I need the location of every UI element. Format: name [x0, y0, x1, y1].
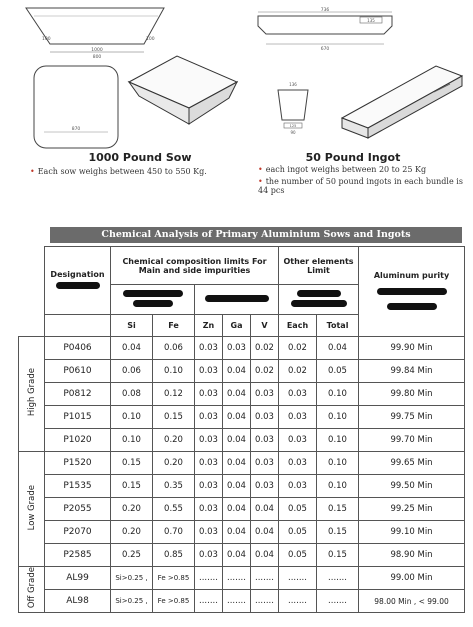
header-chem-limits: Chemical composition limits For Main and side impurities	[111, 247, 279, 285]
cell-si: 0.25	[111, 544, 153, 567]
cell-si: 0.06	[111, 360, 153, 383]
cell-v: 0.04	[251, 544, 279, 567]
cell-ga: .......	[223, 590, 251, 613]
table-row	[19, 475, 465, 498]
cell-ga: 0.04	[223, 475, 251, 498]
cell-designation: P2585	[45, 544, 111, 567]
ingot-dim-slot: 135	[367, 18, 375, 23]
grade-label: High Grade	[19, 337, 45, 452]
header-other-limits: Other elements Limit	[279, 247, 359, 285]
cell-ga: 0.04	[223, 429, 251, 452]
cell-zn: 0.03	[195, 452, 223, 475]
ingot-section-view	[274, 80, 314, 136]
cell-total: 0.04	[317, 337, 359, 360]
cell-si: 0.04	[111, 337, 153, 360]
table-row	[19, 544, 465, 567]
cell-designation: P2070	[45, 521, 111, 544]
cell-zn: 0.03	[195, 544, 223, 567]
ingot-sec-dim-mid: 125	[289, 124, 297, 128]
cell-si: 0.15	[111, 475, 153, 498]
ingot-note-2: • the number of 50 pound ingots in each bundle is 44 pcs	[258, 177, 463, 195]
cell-purity: 99.80 Min	[359, 383, 465, 406]
redacted-label	[377, 288, 447, 295]
sow-title: 1000 Pound Sow	[88, 151, 192, 164]
cell-fe: 0.85	[153, 544, 195, 567]
designation-subheader-blank	[45, 315, 111, 337]
sow-dim-top: 1000	[91, 48, 103, 53]
cell-purity: 99.70 Min	[359, 429, 465, 452]
ingot-note-1: • each ingot weighs between 20 to 25 Kg	[258, 165, 427, 174]
cell-purity: 99.10 Min	[359, 521, 465, 544]
col-fe: Fe	[153, 315, 195, 337]
cell-designation: P0406	[45, 337, 111, 360]
cell-purity: 98.90 Min	[359, 544, 465, 567]
cell-si: 0.20	[111, 521, 153, 544]
sow-dim-bottom: 800	[92, 55, 102, 60]
ingot-dim-base: 670	[320, 47, 330, 52]
cell-v: 0.02	[251, 360, 279, 383]
cell-si: 0.08	[111, 383, 153, 406]
table-row	[19, 567, 465, 590]
redacted-label	[56, 282, 100, 289]
sow-3d-view	[125, 52, 245, 132]
sow-note: • Each sow weighs between 450 to 550 Kg.	[30, 167, 207, 176]
ingot-dim-length: 736	[320, 8, 330, 13]
redacted-main-impurities	[111, 285, 195, 315]
ingot-title: 50 Pound Ingot	[305, 151, 401, 164]
table-row	[19, 452, 465, 475]
cell-each: 0.05	[279, 544, 317, 567]
cell-fe: 0.06	[153, 337, 195, 360]
cell-si: 0.20	[111, 498, 153, 521]
cell-zn: 0.03	[195, 521, 223, 544]
cell-ga: 0.04	[223, 383, 251, 406]
cell-fe: Fe >0.85	[153, 567, 195, 590]
col-zn: Zn	[195, 315, 223, 337]
col-each: Each	[279, 315, 317, 337]
header-purity: Aluminum purity	[359, 247, 465, 337]
cell-zn: 0.03	[195, 406, 223, 429]
cell-v: 0.03	[251, 406, 279, 429]
cell-designation: P1535	[45, 475, 111, 498]
composition-table	[18, 246, 465, 613]
col-total: Total	[317, 315, 359, 337]
cell-each: 0.05	[279, 498, 317, 521]
cell-each: 0.03	[279, 429, 317, 452]
cell-designation: P1520	[45, 452, 111, 475]
cell-v: .......	[251, 590, 279, 613]
cell-v: .......	[251, 567, 279, 590]
sow-plan-dim: 870	[71, 127, 81, 132]
cell-designation: P2055	[45, 498, 111, 521]
sow-dim-side-right: 100	[146, 37, 155, 42]
cell-total: 0.10	[317, 475, 359, 498]
cell-v: 0.04	[251, 498, 279, 521]
cell-v: 0.03	[251, 475, 279, 498]
cell-zn: 0.03	[195, 498, 223, 521]
cell-designation: P1020	[45, 429, 111, 452]
cell-fe: 0.35	[153, 475, 195, 498]
ingot-3d-view	[338, 62, 468, 142]
cell-v: 0.03	[251, 429, 279, 452]
cell-designation: P0610	[45, 360, 111, 383]
cell-purity: 99.25 Min	[359, 498, 465, 521]
cell-purity: 99.65 Min	[359, 452, 465, 475]
cell-v: 0.04	[251, 521, 279, 544]
col-v: V	[251, 315, 279, 337]
cell-each: 0.03	[279, 475, 317, 498]
cell-designation: AL98	[45, 590, 111, 613]
cell-each: 0.03	[279, 452, 317, 475]
col-si: Si	[111, 315, 153, 337]
cell-fe: 0.15	[153, 406, 195, 429]
cell-designation: AL99	[45, 567, 111, 590]
corner-blank	[19, 247, 45, 315]
cell-each: .......	[279, 567, 317, 590]
cell-ga: 0.04	[223, 452, 251, 475]
cell-v: 0.03	[251, 452, 279, 475]
corner-blank	[19, 315, 45, 337]
cell-each: 0.03	[279, 406, 317, 429]
cell-total: 0.15	[317, 544, 359, 567]
cell-zn: 0.03	[195, 429, 223, 452]
cell-total: 0.10	[317, 429, 359, 452]
cell-purity: 99.84 Min	[359, 360, 465, 383]
cell-purity: 98.00 Min , < 99.00	[359, 590, 465, 613]
cell-si: Si>0.25 ,	[111, 567, 153, 590]
table-row	[19, 590, 465, 613]
ingot-sec-dim-top: 136	[289, 82, 297, 87]
cell-zn: 0.03	[195, 383, 223, 406]
cell-total: 0.10	[317, 383, 359, 406]
grade-label: Off Grade	[19, 567, 45, 613]
redacted-side-impurities	[195, 285, 279, 315]
cell-v: 0.03	[251, 383, 279, 406]
table-row	[19, 337, 465, 360]
cell-zn: 0.03	[195, 360, 223, 383]
cell-si: Si>0.25 ,	[111, 590, 153, 613]
cell-v: 0.02	[251, 337, 279, 360]
cell-ga: 0.04	[223, 498, 251, 521]
cell-zn: 0.03	[195, 337, 223, 360]
cell-purity: 99.90 Min	[359, 337, 465, 360]
cell-fe: 0.20	[153, 452, 195, 475]
cell-total: 0.05	[317, 360, 359, 383]
ingot-top-view	[252, 6, 402, 52]
cell-total: 0.10	[317, 452, 359, 475]
redacted-other-limits	[279, 285, 359, 315]
table-row	[19, 406, 465, 429]
cell-ga: 0.04	[223, 360, 251, 383]
cell-each: .......	[279, 590, 317, 613]
cell-ga: 0.04	[223, 521, 251, 544]
cell-each: 0.05	[279, 521, 317, 544]
grade-label: Low Grade	[19, 452, 45, 567]
cell-ga: 0.04	[223, 406, 251, 429]
cell-each: 0.02	[279, 360, 317, 383]
ingot-sec-dim-bottom: 90	[290, 130, 296, 135]
cell-fe: 0.55	[153, 498, 195, 521]
table-row	[19, 360, 465, 383]
sow-plan-view	[30, 62, 130, 154]
redacted-label	[387, 303, 437, 310]
cell-si: 0.10	[111, 429, 153, 452]
table-row	[19, 383, 465, 406]
table-row	[19, 498, 465, 521]
cell-si: 0.10	[111, 406, 153, 429]
cell-total: 0.15	[317, 521, 359, 544]
cell-total: .......	[317, 590, 359, 613]
cell-total: .......	[317, 567, 359, 590]
cell-ga: 0.04	[223, 544, 251, 567]
cell-total: 0.10	[317, 406, 359, 429]
sow-dim-side-left: 100	[42, 37, 51, 42]
cell-zn: 0.03	[195, 475, 223, 498]
cell-fe: 0.70	[153, 521, 195, 544]
table-row	[19, 521, 465, 544]
cell-fe: 0.20	[153, 429, 195, 452]
cell-fe: Fe >0.85	[153, 590, 195, 613]
cell-si: 0.15	[111, 452, 153, 475]
table-row	[19, 429, 465, 452]
cell-ga: 0.03	[223, 337, 251, 360]
cell-each: 0.03	[279, 383, 317, 406]
cell-zn: .......	[195, 567, 223, 590]
cell-fe: 0.12	[153, 383, 195, 406]
cell-purity: 99.50 Min	[359, 475, 465, 498]
table-banner: Chemical Analysis of Primary Aluminium Sows and Ingots	[50, 227, 462, 243]
cell-fe: 0.10	[153, 360, 195, 383]
cell-designation: P1015	[45, 406, 111, 429]
cell-purity: 99.00 Min	[359, 567, 465, 590]
col-ga: Ga	[223, 315, 251, 337]
cell-purity: 99.75 Min	[359, 406, 465, 429]
cell-designation: P0812	[45, 383, 111, 406]
cell-zn: .......	[195, 590, 223, 613]
cell-each: 0.02	[279, 337, 317, 360]
header-designation: Designation	[45, 247, 111, 315]
cell-ga: .......	[223, 567, 251, 590]
cell-total: 0.15	[317, 498, 359, 521]
